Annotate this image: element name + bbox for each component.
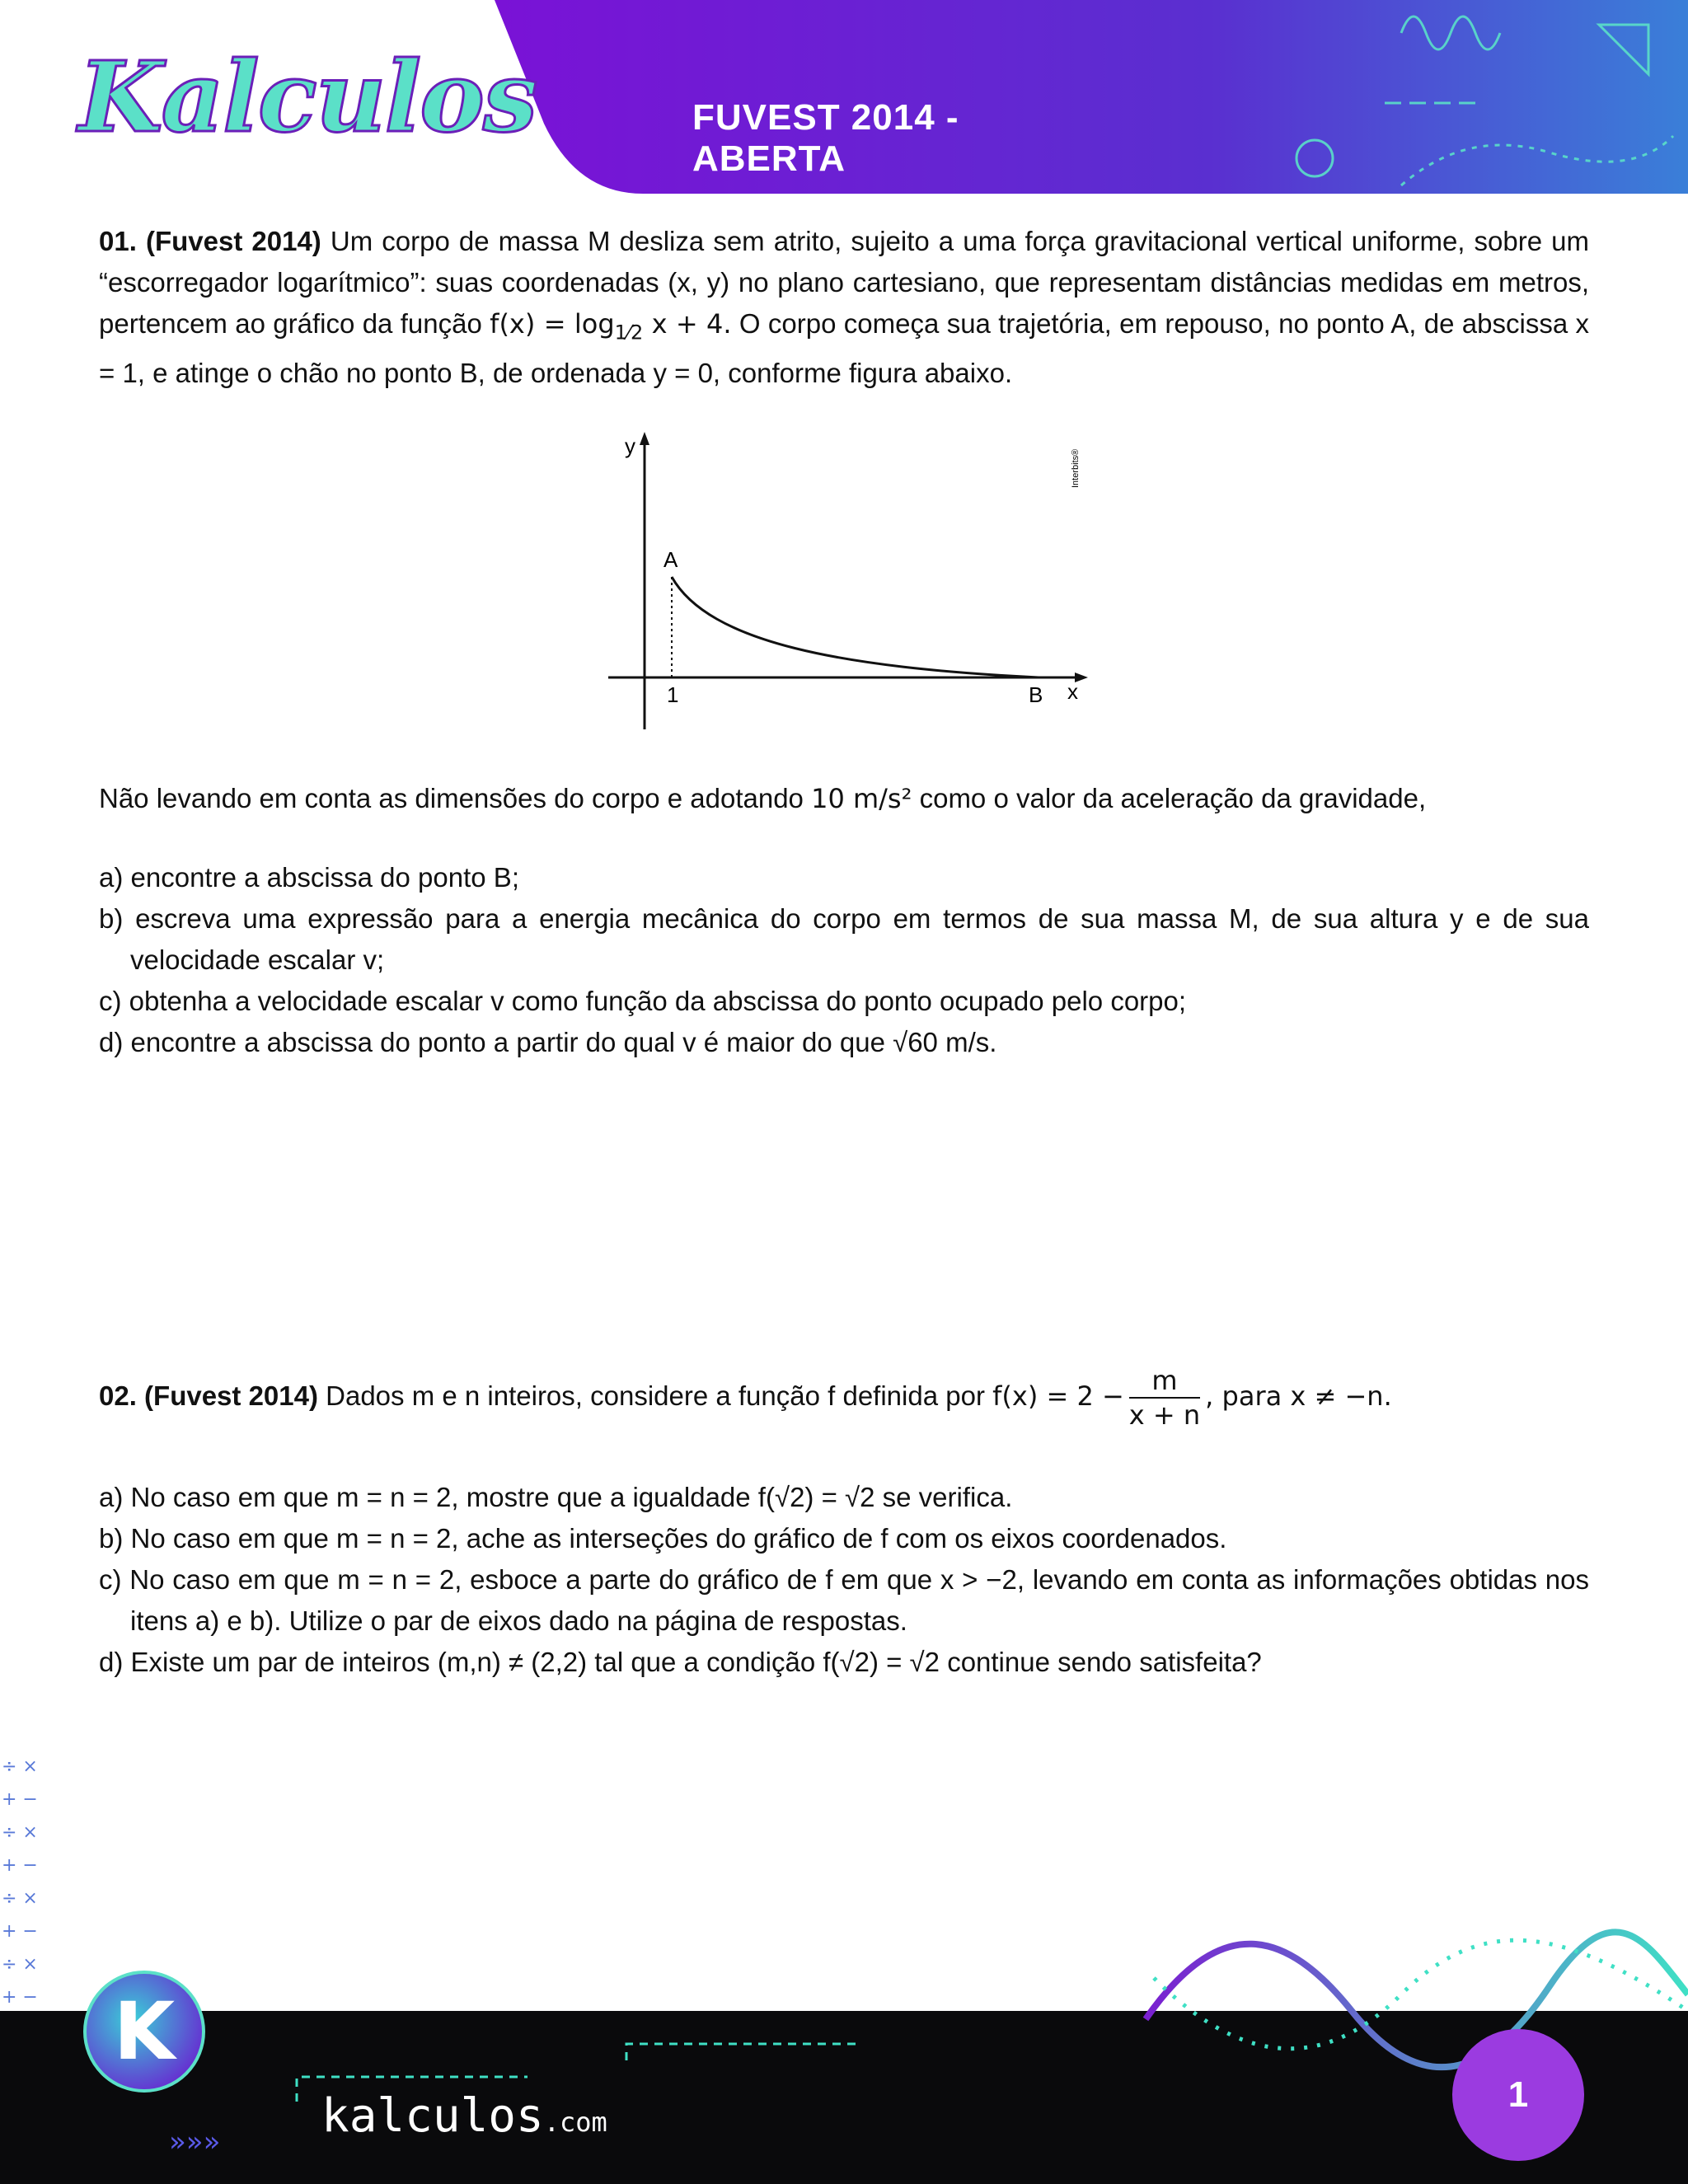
footer-url[interactable]: kalculos.com bbox=[321, 2089, 607, 2143]
svg-text:÷ ×: ÷ × bbox=[2, 1756, 38, 1777]
logo-text: Kalculos bbox=[78, 40, 537, 154]
figure-credit: Interbits® bbox=[1071, 448, 1081, 488]
svg-text:+ −: + − bbox=[2, 1855, 38, 1876]
footer-banner bbox=[0, 1896, 1688, 2184]
x-label: x bbox=[1067, 679, 1078, 704]
q1-item-d: d) encontre a abscissa do ponto a partir do qual v é maior do que √60 m/s. bbox=[99, 1027, 997, 1057]
y-label: y bbox=[625, 434, 635, 458]
q2-item-c: c) No caso em que m = n = 2, esboce a parte do gráfico de f em que x > −2, levando em conta as informações obtidas nos itens a) e b). Utilize o par de eixos dado na página de respostas. bbox=[99, 1564, 1589, 1636]
q1-item-a: a) encontre a abscissa do ponto B; bbox=[99, 862, 519, 893]
svg-text:K: K bbox=[113, 1985, 176, 2078]
kalculos-logo bbox=[78, 25, 537, 169]
svg-text:»»»: »»» bbox=[169, 2125, 221, 2158]
svg-text:+ −: + − bbox=[2, 1921, 38, 1942]
log-curve bbox=[672, 577, 1039, 677]
q2-item-b: b) No caso em que m = n = 2, ache as interseções do gráfico de f com os eixos coordenados. bbox=[99, 1523, 1227, 1554]
q1-item-b: b) escreva uma expressão para a energia mecânica do corpo em termos de sua massa M, de sua altura y e de sua velocidade escalar v; bbox=[99, 903, 1589, 975]
point-b-label: B bbox=[1029, 682, 1043, 707]
page-title: FUVEST 2014 - ABERTA bbox=[692, 97, 959, 179]
page-number-badge: 1 bbox=[1452, 2029, 1584, 2161]
svg-text:+ −: + − bbox=[2, 1789, 38, 1810]
q1-statement bbox=[99, 221, 1589, 394]
q1-text-2: O corpo começa sua trajetória, em repouso, no ponto A, de abscissa x = 1, e atinge o chão no ponto B, de ordenada y = 0, conforme figura abaixo. bbox=[99, 308, 1590, 389]
q2-text: Dados m e n inteiros, considere a função f definida por bbox=[326, 1380, 985, 1411]
q1-function: $f(x) = \log_{1⁄2} x + 4$. bbox=[490, 308, 732, 344]
point-a-label: A bbox=[663, 547, 678, 572]
tick-1-label: 1 bbox=[667, 682, 679, 707]
svg-text:÷ ×: ÷ × bbox=[2, 1954, 38, 1975]
question-1 bbox=[99, 221, 1589, 394]
q1-text-1: Um corpo de massa M desliza sem atrito, sujeito a uma força gravitacional vertical uniforme, sobre um “escorregador logarítmico”: suas coordenadas (x, y) no plano cartesiano, que representam distâncias medidas em metros, pertencem ao gráfico da função bbox=[99, 226, 1590, 339]
svg-text:÷ ×: ÷ × bbox=[2, 1888, 38, 1909]
question-2 bbox=[99, 1364, 1589, 1432]
q2-function: f(x) = 2 − $\frac{m}{x + n}$ , para x ≠ −n. bbox=[992, 1365, 1392, 1431]
gravity-value: 10 m/s² bbox=[811, 783, 912, 814]
slide-graph bbox=[593, 429, 1104, 742]
q1-items bbox=[99, 857, 1589, 1063]
q2-item-a: a) No caso em que m = n = 2, mostre que a igualdade f(√2) = √2 se verifica. bbox=[99, 1482, 1013, 1512]
svg-text:÷ ×: ÷ × bbox=[2, 1822, 38, 1843]
q2-items bbox=[99, 1477, 1589, 1683]
q2-item-d: d) Existe um par de inteiros (m,n) ≠ (2,2) tal que a condição f(√2) = √2 continue sendo satisfeita? bbox=[99, 1647, 1262, 1677]
q1-intro: Não levando em conta as dimensões do corpo e adotando 10 m/s² como o valor da aceleração da gravidade, bbox=[99, 783, 1427, 814]
y-axis-arrow bbox=[640, 432, 649, 445]
q1-number: 01. (Fuvest 2014) bbox=[99, 226, 321, 256]
q2-number: 02. (Fuvest 2014) bbox=[99, 1380, 318, 1411]
q1-item-c: c) obtenha a velocidade escalar v como função da abscissa do ponto ocupado pelo corpo; bbox=[99, 986, 1187, 1016]
k-badge-logo bbox=[82, 1970, 206, 2093]
svg-text:+ −: + − bbox=[2, 1987, 38, 2008]
